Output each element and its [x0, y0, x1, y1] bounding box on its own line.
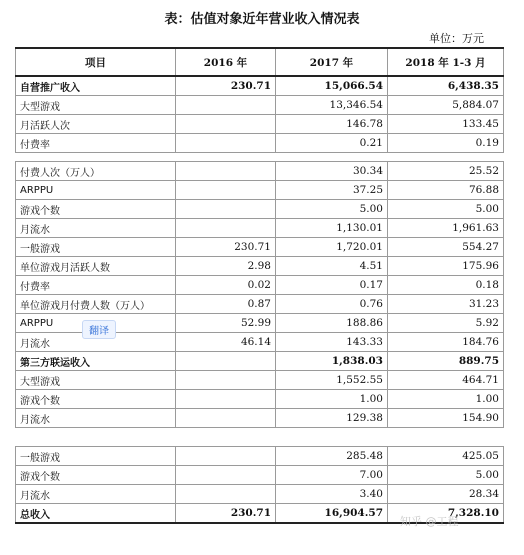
cell-2018q1: 5.00 [388, 200, 504, 219]
revenue-table [15, 47, 504, 524]
row-label: ARPPU [16, 181, 176, 200]
row-label: 游戏个数 [16, 390, 176, 409]
row-label: 月流水 [16, 485, 176, 504]
cell-2018q1: 1,961.63 [388, 219, 504, 238]
table-row [16, 447, 504, 466]
cell-2017: 13,346.54 [276, 96, 388, 115]
table-header-row [16, 48, 504, 76]
table-row [16, 162, 504, 181]
table-row [16, 219, 504, 238]
cell-2017: 37.25 [276, 181, 388, 200]
row-label: 月流水 [16, 409, 176, 428]
cell-2018q1: 175.96 [388, 257, 504, 276]
cell-2017: 129.38 [276, 409, 388, 428]
cell-2017: 30.34 [276, 162, 388, 181]
row-label: 单位游戏月付费人数（万人） [16, 295, 176, 314]
cell-2016: 230.71 [176, 504, 276, 524]
table-row [16, 115, 504, 134]
cell-2016 [176, 409, 276, 428]
row-label: 一般游戏 [16, 238, 176, 257]
cell-2017: 15,066.54 [276, 76, 388, 96]
row-label: ARPPU [16, 314, 176, 333]
row-label: 总收入 [16, 504, 176, 524]
row-label: 月活跃人次 [16, 115, 176, 134]
row-label: 付费率 [16, 276, 176, 295]
table-title: 表：估值对象近年营业收入情况表 [164, 12, 360, 27]
row-label: 大型游戏 [16, 371, 176, 390]
cell-2016: 230.71 [176, 238, 276, 257]
table-row [16, 238, 504, 257]
cell-2016: 230.71 [176, 76, 276, 96]
row-label: 大型游戏 [16, 96, 176, 115]
cell-2017: 285.48 [276, 447, 388, 466]
row-label: 月流水 [16, 333, 176, 352]
table-row [16, 352, 504, 371]
cell-2017: 1.00 [276, 390, 388, 409]
table-row [16, 134, 504, 153]
cell-2018q1: 76.88 [388, 181, 504, 200]
header-item: 项目 [16, 48, 176, 76]
row-label [16, 428, 176, 447]
cell-2018q1: 1.00 [388, 390, 504, 409]
row-label: 游戏个数 [16, 466, 176, 485]
cell-2017: 1,552.55 [276, 371, 388, 390]
row-label: 第三方联运收入 [16, 352, 176, 371]
table-row [16, 295, 504, 314]
table-row [16, 181, 504, 200]
table-spacer-row [16, 153, 504, 162]
table-row [16, 276, 504, 295]
table-row [16, 409, 504, 428]
cell-2017: 4.51 [276, 257, 388, 276]
header-2018q1: 2018 年 1-3 月 [388, 48, 504, 76]
cell-2018q1: 6,438.35 [388, 76, 504, 96]
table-row [16, 96, 504, 115]
table-row [16, 257, 504, 276]
cell-2016 [176, 219, 276, 238]
cell-2018q1: 184.76 [388, 333, 504, 352]
cell-2016 [176, 181, 276, 200]
cell-2017: 1,130.01 [276, 219, 388, 238]
cell-2017: 3.40 [276, 485, 388, 504]
row-label: 月流水 [16, 219, 176, 238]
cell-2018q1: 5.92 [388, 314, 504, 333]
cell-2016: 0.02 [176, 276, 276, 295]
cell-2017: 16,904.57 [276, 504, 388, 524]
watermark: 知乎 @工程 [400, 515, 459, 528]
table-row [16, 200, 504, 219]
row-label: 单位游戏月活跃人数 [16, 257, 176, 276]
table-row [16, 76, 504, 96]
cell-2017: 0.76 [276, 295, 388, 314]
translate-button[interactable]: 翻译 [82, 320, 116, 339]
cell-2017 [276, 153, 388, 162]
cell-2018q1: 7,328.10 [388, 504, 504, 524]
cell-2016 [176, 466, 276, 485]
table-row [16, 371, 504, 390]
cell-2016 [176, 390, 276, 409]
cell-2016 [176, 447, 276, 466]
cell-2018q1: 154.90 [388, 409, 504, 428]
cell-2017: 143.33 [276, 333, 388, 352]
cell-2017: 0.21 [276, 134, 388, 153]
row-label: 一般游戏 [16, 447, 176, 466]
table-row [16, 466, 504, 485]
row-label: 付费人次（万人） [16, 162, 176, 181]
cell-2016 [176, 134, 276, 153]
table-body [16, 76, 504, 523]
row-label: 付费率 [16, 134, 176, 153]
unit-label: 单位：万元 [429, 32, 484, 45]
cell-2018q1: 133.45 [388, 115, 504, 134]
cell-2018q1: 889.75 [388, 352, 504, 371]
cell-2017: 1,838.03 [276, 352, 388, 371]
cell-2016: 46.14 [176, 333, 276, 352]
cell-2018q1: 5,884.07 [388, 96, 504, 115]
cell-2016 [176, 485, 276, 504]
cell-2016 [176, 162, 276, 181]
cell-2017: 1,720.01 [276, 238, 388, 257]
cell-2018q1: 5.00 [388, 466, 504, 485]
cell-2018q1: 554.27 [388, 238, 504, 257]
cell-2017: 146.78 [276, 115, 388, 134]
table-row [16, 485, 504, 504]
row-label [16, 153, 176, 162]
cell-2016 [176, 352, 276, 371]
cell-2018q1: 25.52 [388, 162, 504, 181]
row-label: 自营推广收入 [16, 76, 176, 96]
cell-2018q1: 425.05 [388, 447, 504, 466]
cell-2016 [176, 115, 276, 134]
cell-2018q1: 0.18 [388, 276, 504, 295]
cell-2018q1 [388, 153, 504, 162]
cell-2016 [176, 153, 276, 162]
cell-2016 [176, 371, 276, 390]
table-row [16, 390, 504, 409]
cell-2018q1: 28.34 [388, 485, 504, 504]
cell-2017: 188.86 [276, 314, 388, 333]
cell-2016: 0.87 [176, 295, 276, 314]
cell-2017: 0.17 [276, 276, 388, 295]
cell-2018q1: 31.23 [388, 295, 504, 314]
cell-2018q1: 0.19 [388, 134, 504, 153]
cell-2018q1: 464.71 [388, 371, 504, 390]
cell-2016: 2.98 [176, 257, 276, 276]
cell-2016 [176, 200, 276, 219]
cell-2016 [176, 96, 276, 115]
row-label: 游戏个数 [16, 200, 176, 219]
header-2017: 2017 年 [276, 48, 388, 76]
cell-2016 [176, 428, 276, 447]
cell-2017: 7.00 [276, 466, 388, 485]
header-2016: 2016 年 [176, 48, 276, 76]
table-spacer-row [16, 428, 504, 447]
cell-2016: 52.99 [176, 314, 276, 333]
cell-2018q1 [388, 428, 504, 447]
cell-2017: 5.00 [276, 200, 388, 219]
cell-2017 [276, 428, 388, 447]
